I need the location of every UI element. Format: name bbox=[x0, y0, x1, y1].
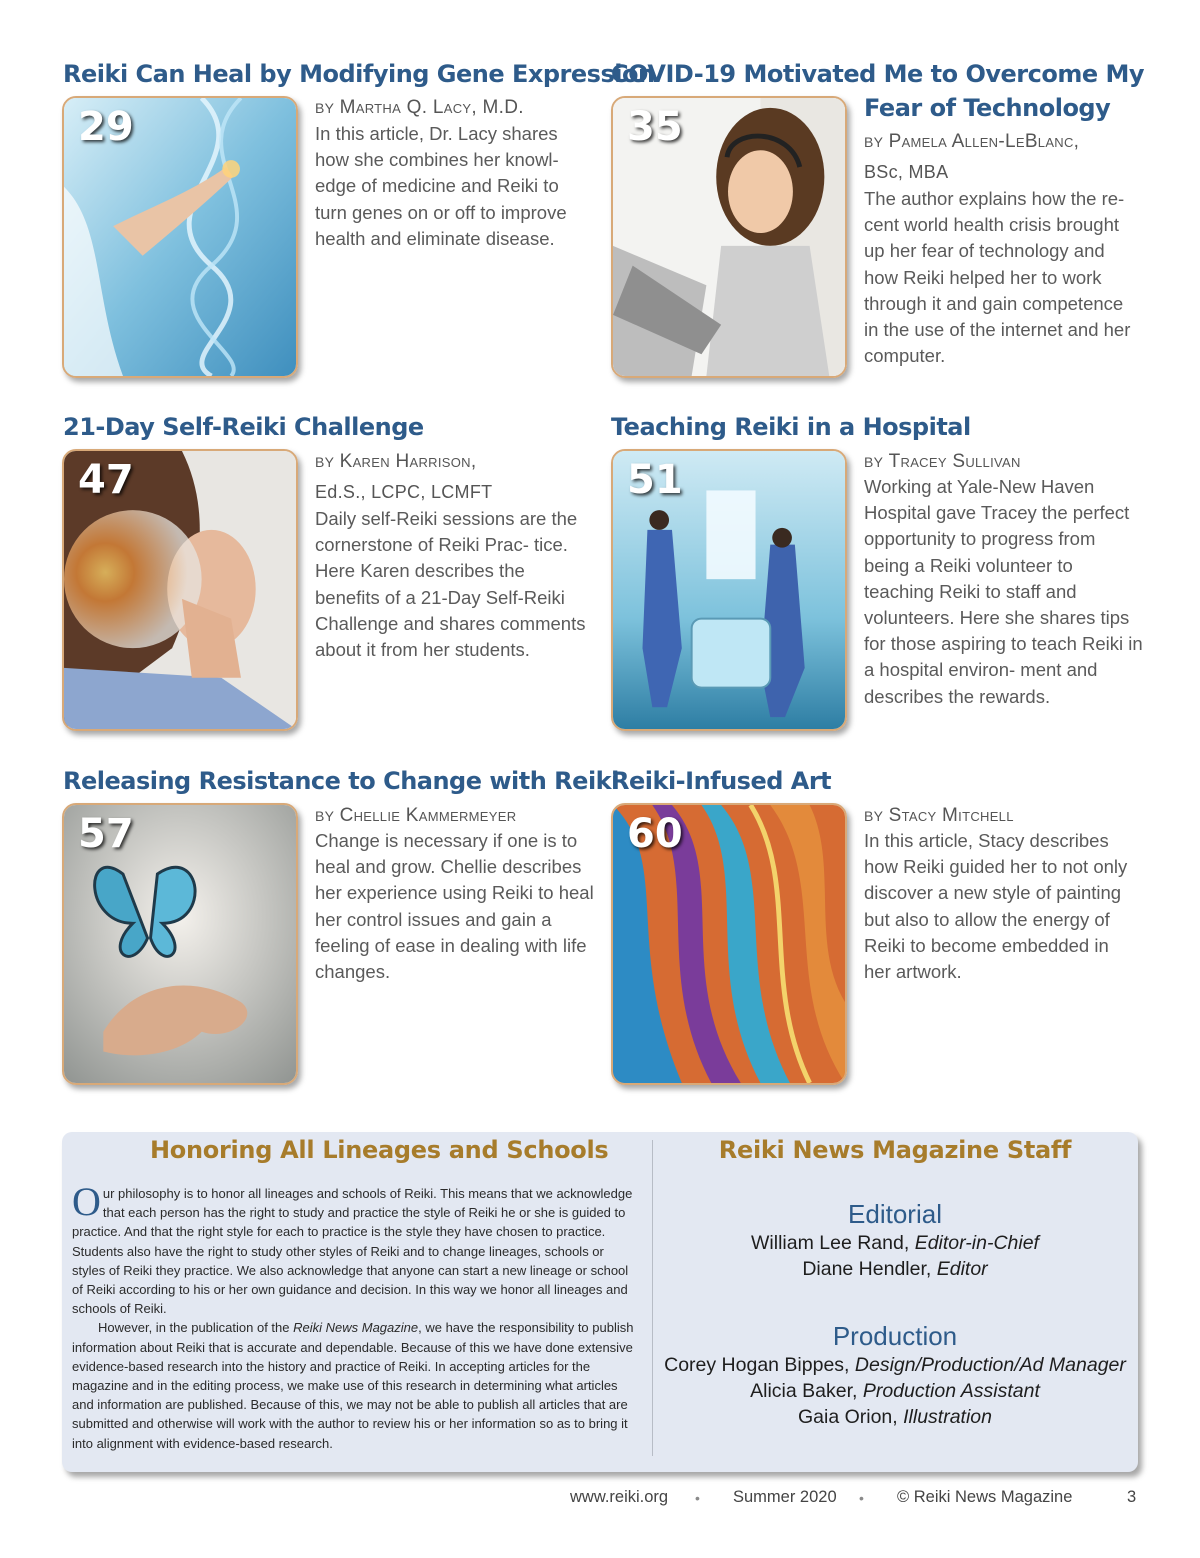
article-description: Daily self-Reiki sessions are the cornerstone of Reiki Prac- tice. Here Karen describes the benefits of a 21-Day Self-Reiki Challenge and shares comments about it from her students. bbox=[315, 508, 586, 661]
article-thumbnail-woman[interactable] bbox=[62, 449, 298, 731]
article-title[interactable]: Reiki-Infused Art bbox=[611, 767, 832, 795]
dropcap: O bbox=[72, 1179, 101, 1224]
magazine-name: Reiki News Magazine bbox=[293, 1320, 419, 1336]
article-description: In this article, Dr. Lacy shares how she combines her knowl- edge of medicine and Reiki to turn genes on or off to improve health and eliminate disease. bbox=[315, 123, 567, 249]
staff-name: Gaia Orion, bbox=[797, 1406, 904, 1428]
page-number-badge: 60 bbox=[627, 811, 683, 857]
staff-name: Alicia Baker, bbox=[750, 1380, 863, 1402]
footer-separator: • bbox=[859, 1490, 864, 1506]
author-name: Pamela Allen-LeBlanc, bbox=[888, 131, 1080, 152]
staff-role: Editor-in-Chief bbox=[914, 1232, 1039, 1254]
by-label: BY bbox=[864, 134, 884, 150]
footer-copyright: © Reiki News Magazine bbox=[897, 1488, 1073, 1506]
article-title-line1[interactable]: COVID-19 Motivated Me to Overcome My bbox=[611, 60, 1145, 88]
footer-page-number: 3 bbox=[1127, 1488, 1137, 1506]
article-title-line2[interactable]: Fear of Technology bbox=[864, 94, 1111, 122]
article-description: In this article, Stacy describes how Reiki guided her to not only discover a new style of painting but also to allow the energy of Reiki to become embedded in her artwork. bbox=[864, 830, 1128, 983]
page-number-badge: 47 bbox=[78, 457, 134, 503]
lineages-title: Honoring All Lineages and Schools bbox=[150, 1136, 609, 1164]
article-byline bbox=[315, 802, 516, 829]
staff-member bbox=[652, 1256, 1138, 1282]
by-label: BY bbox=[864, 808, 884, 824]
article-byline bbox=[864, 802, 1014, 829]
author-name: Chellie Kammermeyer bbox=[339, 805, 517, 826]
author-credentials: BSc, MBA bbox=[864, 162, 949, 182]
staff-member bbox=[652, 1404, 1138, 1430]
author-name: Karen Harrison, bbox=[339, 451, 477, 472]
by-label: BY bbox=[315, 808, 335, 824]
article-byline bbox=[315, 448, 476, 475]
page-number-badge: 29 bbox=[78, 104, 134, 150]
article-title[interactable]: Teaching Reiki in a Hospital bbox=[611, 413, 971, 441]
article-description: Change is necessary if one is to heal and grow. Chellie describes her experience using Reiki to heal her control issues and gain a feeling of ease in dealing with life changes. bbox=[315, 830, 594, 983]
by-label: BY bbox=[315, 100, 335, 116]
production-heading: Production bbox=[832, 1321, 958, 1351]
author-name: Tracey Sullivan bbox=[888, 451, 1021, 472]
footer-issue: Summer 2020 bbox=[733, 1488, 837, 1506]
staff-role: Production Assistant bbox=[862, 1380, 1040, 1402]
paragraph-text: However, in the publication of the bbox=[98, 1320, 294, 1336]
article-title[interactable]: 21-Day Self-Reiki Challenge bbox=[63, 413, 424, 441]
info-box bbox=[62, 1132, 1138, 1472]
article-title[interactable]: Reiki Can Heal by Modifying Gene Expression bbox=[63, 60, 655, 88]
author-credentials: Ed.S., LCPC, LCMFT bbox=[315, 482, 493, 502]
article-thumbnail-art[interactable] bbox=[611, 803, 847, 1085]
author-name: Stacy Mitchell bbox=[888, 805, 1014, 826]
staff-member bbox=[652, 1230, 1138, 1256]
page-number-badge: 35 bbox=[627, 104, 683, 150]
staff-role: Design/Production/Ad Manager bbox=[854, 1354, 1126, 1376]
philosophy-paragraph-2 bbox=[72, 1318, 634, 1452]
article-description: Working at Yale-New Haven Hospital gave Tracey the perfect opportunity to progress from being a Reiki volunteer to teaching Reiki to staff and volunteers. Here she shares tips for those aspiring to teach Reiki in a hospital environ- ment and describes the rewards. bbox=[864, 476, 1143, 707]
by-label: BY bbox=[315, 454, 335, 470]
footer-separator: • bbox=[695, 1490, 700, 1506]
paragraph-text: ur philosophy is to honor all lineages and schools of Reiki. This means that we acknowledge that each person has the right to study and practice the style of Reiki he or she is guided to practice. And that the right style for each to practice is the style they have chosen to practice. Students also have the right to study other styles of Reiki and to change lineages, schools or styles of Reiki they practice. We also acknowledge that anyone can start a new lineage or school of Reiki according to his or her own guidance and decision. In this way we honor all lineages and schools of Reiki. bbox=[72, 1186, 633, 1317]
staff-role: Illustration bbox=[903, 1406, 992, 1428]
article-byline bbox=[864, 448, 1021, 475]
article-thumbnail-dna[interactable] bbox=[62, 96, 298, 378]
article-byline bbox=[864, 128, 1079, 155]
article-thumbnail-hospital[interactable] bbox=[611, 449, 847, 731]
article-byline bbox=[315, 94, 524, 121]
philosophy-text bbox=[72, 1179, 634, 1453]
staff-title: Reiki News Magazine Staff bbox=[718, 1136, 1072, 1164]
staff-member bbox=[652, 1352, 1138, 1378]
by-label: BY bbox=[864, 454, 884, 470]
staff-name: William Lee Rand, bbox=[751, 1232, 915, 1254]
footer-website[interactable]: www.reiki.org bbox=[570, 1488, 669, 1506]
article-title[interactable]: Releasing Resistance to Change with Reiki bbox=[63, 767, 619, 795]
author-name: Martha Q. Lacy, M.D. bbox=[339, 97, 524, 118]
philosophy-paragraph-1 bbox=[72, 1179, 634, 1318]
staff-role: Editor bbox=[936, 1258, 988, 1280]
page-number-badge: 57 bbox=[78, 811, 134, 857]
article-thumbnail-laptop[interactable] bbox=[611, 96, 847, 378]
staff-name: Corey Hogan Bippes, bbox=[664, 1354, 855, 1376]
staff-column bbox=[652, 1136, 1138, 1430]
page-number-badge: 51 bbox=[627, 457, 683, 503]
paragraph-text: , we have the responsibility to publish information about Reiki that is accurate and dependable. Because of this we have done extensive evidence-based research into the history and practice of Reiki. In accepting articles for the magazine and in the editing process, we make use of this research in determining what articles and information are published. Because of this, we may not be able to publish all articles that are submitted and otherwise will work with the author to review his or her information so as to bring it into alignment with evidence-based research. bbox=[72, 1320, 634, 1451]
article-description: The author explains how the re- cent world health crisis brought up her fear of technology and how Reiki helped her to work through it and gain competence in the use of the internet and her computer. bbox=[864, 188, 1131, 367]
article-thumbnail-butterfly[interactable] bbox=[62, 803, 298, 1085]
staff-member bbox=[652, 1378, 1138, 1404]
staff-name: Diane Hendler, bbox=[802, 1258, 937, 1280]
editorial-heading: Editorial bbox=[848, 1199, 942, 1229]
